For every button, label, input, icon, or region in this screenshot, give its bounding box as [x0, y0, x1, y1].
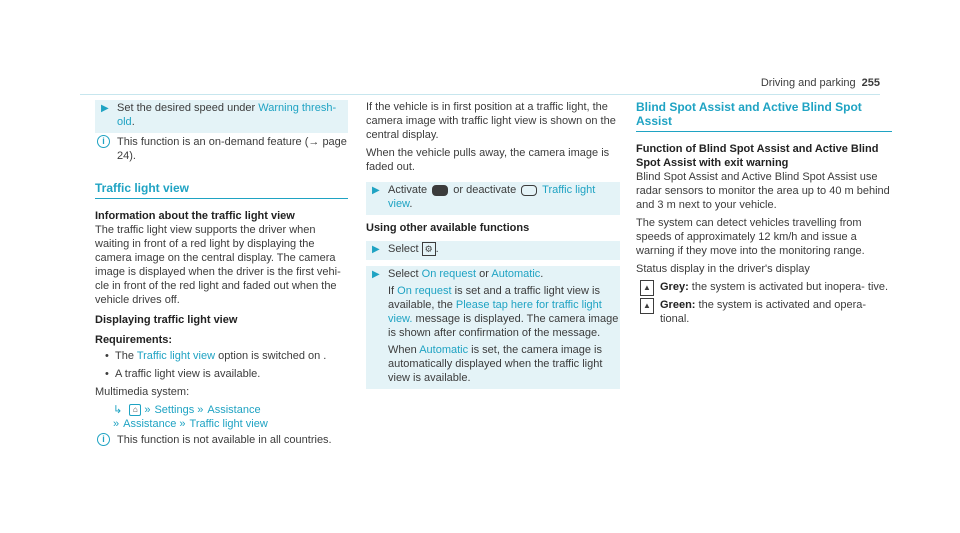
- home-icon[interactable]: ⌂: [129, 404, 141, 416]
- display-title: Displaying traffic light view: [95, 314, 238, 326]
- chevron-icon: »: [179, 418, 186, 430]
- step-arrow-icon: ▶: [372, 269, 380, 281]
- blind-spot-icon: ▲: [640, 298, 654, 314]
- other-functions-title: Using other available functions: [366, 222, 530, 234]
- section-title-blind-spot: Blind Spot Assist and Active Blind Spot Assist: [636, 100, 892, 132]
- step-arrow-icon: ▶: [101, 103, 109, 114]
- step-arrow-icon: ▶: [372, 244, 380, 255]
- column-1: [95, 100, 348, 447]
- menu-assistance-2[interactable]: Assistance: [123, 418, 177, 430]
- paragraph-status: Status display in the driver's display: [636, 263, 810, 275]
- paragraph-detect: The system can detect vehicles travelling from speeds of approximately 12 km/h and issue a warning if they move into the monitoring range.: [636, 217, 865, 257]
- note-countries: i This function is not available in all countries.: [95, 433, 348, 447]
- page-number: 255: [861, 77, 880, 89]
- option-on-request[interactable]: On request: [421, 268, 477, 281]
- page-header: [0, 0, 960, 100]
- step-select-mode: ▶ Select On request or Automatic. If On request is set and a traffic light view is available, the Please tap here for traffic light view. message is displayed. The camera image is shown after confirmation of the message. When Automatic is set, the camera image is automatically displayed when the traffic light view is available.: [366, 266, 620, 389]
- column-3: [636, 100, 892, 330]
- step-activate: ▶ Activate or deactivate Traffic light view.: [366, 182, 620, 215]
- list-item: • A traffic light view is available.: [105, 367, 348, 381]
- status-grey: ▲ Grey: the system is activated but inopera- tive.: [636, 280, 892, 294]
- list-item: • The Traffic light view option is switched on .: [105, 349, 348, 363]
- link-traffic-light-view[interactable]: Traffic light view: [136, 350, 216, 362]
- status-green: ▲ Green: the system is activated and opera- tional.: [636, 298, 892, 326]
- menu-assistance[interactable]: Assistance: [207, 404, 261, 416]
- menu-path-2: [95, 417, 348, 431]
- chevron-icon: »: [197, 404, 204, 416]
- info-icon: i: [97, 433, 110, 446]
- step-arrow-icon: ▶: [372, 185, 380, 196]
- step-set-speed: ▶ Set the desired speed under Warning thresh- old.: [95, 100, 348, 133]
- toggle-off-icon: [521, 185, 537, 196]
- note-on-demand: i This function is an on-demand feature (→ page 24).: [95, 135, 348, 163]
- section-name: Driving and parking: [760, 77, 856, 89]
- column-2: [366, 100, 620, 389]
- paragraph-radar: Blind Spot Assist and Active Blind Spot Assist use radar sensors to monitor the area up to 40 m behind and 3 m next to your vehicle.: [636, 171, 890, 211]
- menu-path-1: [95, 403, 348, 417]
- multimedia-label: Multimedia system:: [95, 386, 190, 398]
- gear-icon[interactable]: ⚙: [422, 242, 436, 256]
- toggle-on-icon: [432, 185, 448, 196]
- info-title: Information about the traffic light view: [95, 210, 295, 222]
- paragraph-first-position: If the vehicle is in first position at a traffic light, the camera image with traffic light view is shown on the central display.: [366, 101, 616, 141]
- info-icon: i: [97, 135, 110, 148]
- message-please-tap: Please tap here for traffic light view.: [388, 299, 602, 326]
- chevron-icon: »: [113, 418, 120, 430]
- menu-traffic-light-view[interactable]: Traffic light view: [189, 418, 268, 430]
- step-select-gear: ▶ Select ⚙ .: [366, 241, 620, 260]
- link-warning-threshold[interactable]: Warning thresh- old: [117, 102, 337, 128]
- paragraph-pulls-away: When the vehicle pulls away, the camera image is faded out.: [366, 147, 610, 173]
- return-arrow-icon: ↳: [113, 404, 123, 416]
- option-automatic[interactable]: Automatic: [491, 268, 541, 281]
- running-header: [761, 76, 880, 90]
- info-text: The traffic light view supports the driver when waiting in front of a red light by displaying the camera image on the central display. The camera image is displayed when the driver is the first vehi- cle in front of the red light and faded out when the vehicle drives off.: [95, 224, 341, 306]
- chevron-icon: »: [144, 404, 151, 416]
- option-on-request-ref: On request: [397, 285, 452, 298]
- requirements-list: [95, 349, 348, 381]
- option-automatic-ref: Automatic: [419, 344, 469, 357]
- header-rule: [80, 94, 880, 95]
- menu-settings[interactable]: Settings: [154, 404, 195, 416]
- function-title: Function of Blind Spot Assist and Active Blind Spot Assist with exit warning: [636, 143, 879, 169]
- requirements-title: Requirements:: [95, 334, 173, 346]
- blind-spot-icon: ▲: [640, 280, 654, 296]
- link-traffic-light-view[interactable]: Traffic light view: [388, 184, 596, 210]
- section-title-traffic-light: Traffic light view: [95, 181, 348, 199]
